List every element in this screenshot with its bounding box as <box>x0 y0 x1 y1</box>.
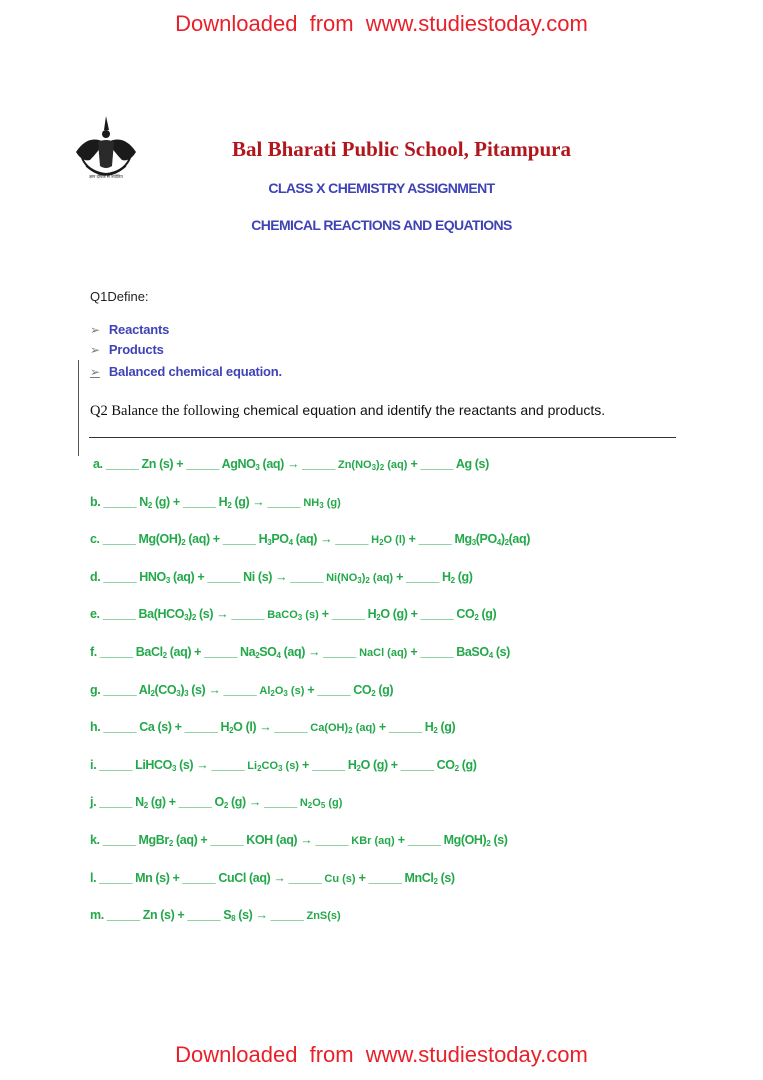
chemical-species: ZnS(s) <box>306 910 341 923</box>
chemical-species: $Ca(OH)_2$ (aq) <box>310 722 376 736</box>
svg-text:ज्ञान दीपक से ज्योतित: ज्ञान दीपक से ज्योतित <box>89 174 123 179</box>
equation-row: k. _____ MgBr$_2$ (aq) + _____ KOH (aq) → _____ KBr (aq) + _____ $Mg(OH)_2$ (s) <box>90 833 508 848</box>
reaction-arrow-icon: → <box>252 908 271 923</box>
divider <box>89 437 676 438</box>
chemical-species: $H_2O$ (g) <box>367 607 408 623</box>
coefficient-blank[interactable]: _____ <box>288 870 322 885</box>
chemical-species: BaCl$_2$ (aq) <box>135 645 192 660</box>
chemical-species: MnCl$_2$ (s) <box>404 870 455 886</box>
coefficient-blank[interactable]: _____ <box>222 532 256 547</box>
equation-label: k. <box>90 833 100 847</box>
equation-label: b. <box>90 494 101 509</box>
equation-label: g. <box>90 682 101 697</box>
coefficient-blank[interactable]: _____ <box>187 908 221 923</box>
arrow-bullet-icon: ➢ <box>90 365 100 379</box>
coefficient-blank[interactable]: _____ <box>184 720 218 735</box>
question-1: Q1Define: <box>90 289 149 304</box>
equation-label: a. <box>93 457 103 471</box>
chemical-species: $H_2$ (g) <box>218 494 250 510</box>
coefficient-blank[interactable]: _____ <box>103 569 137 584</box>
equation-label: f. <box>90 645 97 659</box>
coefficient-blank[interactable]: _____ <box>99 795 132 810</box>
chemical-species: $Mg_3(PO_4)_2(aq)$ <box>454 532 530 548</box>
chemical-species: BaSO$_4$ (s) <box>456 645 510 660</box>
chemical-species: $Zn(NO_3)_2$ (aq) <box>337 459 408 472</box>
equation-label: d. <box>90 569 101 584</box>
chemical-species: Ni (s) <box>243 569 273 584</box>
coefficient-blank[interactable]: _____ <box>223 682 257 697</box>
chemical-species: $Mg(OH)_2$ (aq) <box>138 532 210 548</box>
chemical-species: $HNO_3$ (aq) <box>139 569 195 585</box>
reaction-arrow-icon: → <box>317 532 336 547</box>
chemical-species: Ca (s) <box>139 720 172 735</box>
coefficient-blank[interactable]: _____ <box>207 569 241 584</box>
coefficient-blank[interactable]: _____ <box>418 532 452 547</box>
chemical-species: $N_2$ (g) <box>135 795 166 811</box>
equation-row: a. _____ Zn (s) + _____ AgNO$_3$ (aq) → _____ $Zn(NO_3)_2$ (aq) + _____ Ag (s) <box>93 457 489 472</box>
reaction-arrow-icon: → <box>304 645 324 659</box>
reaction-arrow-icon: → <box>256 720 275 735</box>
coefficient-blank[interactable]: _____ <box>182 870 216 885</box>
chemical-species: Zn (s) <box>141 457 174 471</box>
coefficient-blank[interactable]: _____ <box>210 833 244 847</box>
chemical-species: $O_2$ (g) <box>214 795 246 811</box>
chemical-species: $N_2$ (g) <box>139 494 170 510</box>
coefficient-blank[interactable]: _____ <box>105 457 139 471</box>
coefficient-blank[interactable]: _____ <box>331 607 365 622</box>
reaction-arrow-icon: → <box>245 795 264 810</box>
chemical-species: NaCl (aq) <box>359 647 408 659</box>
chemical-species: $H_3PO_4$ (aq) <box>258 532 318 548</box>
equation-label: e. <box>90 607 100 622</box>
chemical-species: CuCl (aq) <box>218 870 271 885</box>
equation-row: l. _____ Mn (s) + _____ CuCl (aq) → _____ Cu (s) + _____ MnCl$_2$ (s) <box>90 870 455 886</box>
equation-label: m. <box>90 908 104 923</box>
chemical-species: KOH (aq) <box>246 833 298 847</box>
question-2: Q2 Balance the following chemical equation and identify the reactants and products. <box>90 402 606 419</box>
chemical-species: Cu (s) <box>324 872 356 885</box>
chemical-species: Zn (s) <box>142 908 175 923</box>
coefficient-blank[interactable]: _____ <box>407 833 441 847</box>
coefficient-blank[interactable]: _____ <box>99 645 133 659</box>
coefficient-blank[interactable]: _____ <box>102 607 136 622</box>
chemical-species: $N_2O_5$ (g) <box>299 797 343 811</box>
list-item: ➢ Balanced chemical equation. <box>90 364 282 379</box>
equation-label: c. <box>90 532 100 547</box>
chemical-species: KBr (aq) <box>351 835 395 847</box>
coefficient-blank[interactable]: _____ <box>270 908 304 923</box>
coefficient-blank[interactable]: _____ <box>182 494 216 509</box>
reaction-arrow-icon: → <box>297 833 316 847</box>
equation-row: f. _____ BaCl$_2$ (aq) + _____ $Na_2SO_4$ (aq) → _____ NaCl (aq) + _____ BaSO$_4$ (s) <box>90 645 510 660</box>
chemical-species: $CO_2$ (g) <box>353 682 394 698</box>
chemical-species: BaCO$_3$ (s) <box>267 609 319 623</box>
assignment-title: CLASS X CHEMISTRY ASSIGNMENT <box>268 180 495 196</box>
equation-row: g. _____ $Al_2(CO_3)_3$ (s) → _____ $Al_2O_3$ (s) + _____ $CO_2$ (g) <box>90 682 394 698</box>
coefficient-blank[interactable]: _____ <box>290 569 324 584</box>
equation-label: j. <box>90 795 97 810</box>
coefficient-blank[interactable]: _____ <box>267 494 301 509</box>
school-name: Bal Bharati Public School, Pitampura <box>232 137 571 161</box>
coefficient-blank[interactable]: _____ <box>178 795 212 810</box>
chemical-species: $Ni(NO_3)_2$ (aq) <box>326 571 394 585</box>
reaction-arrow-icon: → <box>272 569 291 584</box>
equation-row: j. _____ $N_2$ (g) + _____ $O_2$ (g) → _____ $N_2O_5$ (g) <box>90 795 343 811</box>
chemical-species: $H_2O$ (l) <box>371 534 406 548</box>
reaction-arrow-icon: → <box>283 457 303 471</box>
chemical-species: $H_2$ (g) <box>441 569 473 585</box>
coefficient-blank[interactable]: _____ <box>400 757 434 772</box>
chapter-title: CHEMICAL REACTIONS AND EQUATIONS <box>251 217 512 233</box>
reaction-arrow-icon: → <box>249 494 268 509</box>
coefficient-blank[interactable]: _____ <box>103 720 137 735</box>
margin-bar <box>78 360 79 456</box>
coefficient-blank[interactable]: _____ <box>335 532 369 547</box>
arrow-bullet-icon: ➢ <box>90 323 100 337</box>
chemical-species: $H_2O$ (g) <box>347 757 388 773</box>
chemical-species: $CO_2$ (g) <box>456 607 497 623</box>
coefficient-blank[interactable]: _____ <box>406 569 439 584</box>
coefficient-blank[interactable]: _____ <box>317 682 351 697</box>
arrow-bullet-icon: ➢ <box>90 343 100 357</box>
chemical-species: AgNO$_3$ (aq) <box>221 457 284 472</box>
equation-row: b. _____ $N_2$ (g) + _____ $H_2$ (g) → _____ $NH_3$ (g) <box>90 494 341 510</box>
equation-row: c. _____ $Mg(OH)_2$ (aq) + _____ $H_3PO_4$ (aq) → _____ $H_2O$ (l) + _____ $Mg_3(PO_4)_2(aq)$ <box>90 532 530 548</box>
coefficient-blank[interactable]: _____ <box>204 645 237 659</box>
coefficient-blank[interactable]: _____ <box>264 795 297 810</box>
chemical-species: $Mg(OH)_2$ (s) <box>443 833 508 848</box>
reaction-arrow-icon: → <box>270 870 289 885</box>
coefficient-blank[interactable]: _____ <box>186 457 219 471</box>
equation-row: d. _____ $HNO_3$ (aq) + _____ Ni (s) → _____ $Ni(NO_3)_2$ (aq) + _____ $H_2$ (g) <box>90 569 473 585</box>
coefficient-blank[interactable]: _____ <box>312 757 345 772</box>
coefficient-blank[interactable]: _____ <box>302 457 335 471</box>
chemical-species: MgBr$_2$ (aq) <box>138 833 198 848</box>
coefficient-blank[interactable]: _____ <box>368 870 402 885</box>
equation-label: h. <box>90 720 101 735</box>
coefficient-blank[interactable]: _____ <box>102 833 136 847</box>
coefficient-blank[interactable]: _____ <box>388 720 422 735</box>
chemical-species: $H_2$ (g) <box>424 720 456 736</box>
coefficient-blank[interactable]: _____ <box>420 607 454 622</box>
chemical-species: $Li_2CO_3$ (s) <box>247 759 299 773</box>
coefficient-blank[interactable]: _____ <box>420 457 454 471</box>
chemical-species: $NH_3$ (g) <box>303 496 341 510</box>
coefficient-blank[interactable]: _____ <box>211 757 245 772</box>
chemical-species: LiHCO$_3$ (s) <box>135 757 194 773</box>
watermark-bottom: Downloaded from www.studiestoday.com <box>175 1042 588 1067</box>
reaction-arrow-icon: → <box>193 757 212 772</box>
coefficient-blank[interactable]: _____ <box>420 645 454 659</box>
chemical-species: $Ba(HCO_3)_2$ (s) <box>138 607 214 623</box>
equation-label: i. <box>90 757 97 772</box>
chemical-species: $Na_2SO_4$ (aq) <box>240 645 305 660</box>
list-item: ➢ Products <box>90 342 164 357</box>
school-emblem-icon <box>68 112 144 188</box>
chemical-species: $CO_2$ (g) <box>436 757 477 773</box>
coefficient-blank[interactable]: _____ <box>274 720 308 735</box>
coefficient-blank[interactable]: _____ <box>102 532 136 547</box>
equation-row: h. _____ Ca (s) + _____ $H_2O$ (l) → _____ $Ca(OH)_2$ (aq) + _____ $H_2$ (g) <box>90 720 456 736</box>
equation-row: i. _____ LiHCO$_3$ (s) → _____ $Li_2CO_3$ (s) + _____ $H_2O$ (g) + _____ $CO_2$ (g) <box>90 757 477 773</box>
coefficient-blank[interactable]: _____ <box>103 682 137 697</box>
equation-row: m. _____ Zn (s) + _____ $S_8$ (s) → _____ ZnS(s) <box>90 908 341 924</box>
watermark-top: Downloaded from www.studiestoday.com <box>175 11 588 36</box>
chemical-species: Ag (s) <box>455 457 489 471</box>
list-item: ➢ Reactants <box>90 322 170 337</box>
coefficient-blank[interactable]: _____ <box>99 757 132 772</box>
chemical-species: $S_8$ (s) <box>223 908 253 924</box>
equation-row: e. _____ $Ba(HCO_3)_2$ (s) → _____ BaCO$_3$ (s) + _____ $H_2O$ (g) + _____ $CO_2$ (g) <box>90 607 497 623</box>
coefficient-blank[interactable]: _____ <box>231 607 265 622</box>
coefficient-blank[interactable]: _____ <box>99 870 132 885</box>
chemical-species: Mn (s) <box>135 870 170 885</box>
chemical-species: $Al_2(CO_3)_3$ (s) <box>138 682 206 698</box>
reaction-arrow-icon: → <box>213 607 232 622</box>
coefficient-blank[interactable]: _____ <box>323 645 356 659</box>
coefficient-blank[interactable]: _____ <box>315 833 349 847</box>
chemical-species: $H_2O$ (l) <box>220 720 257 736</box>
coefficient-blank[interactable]: _____ <box>103 494 137 509</box>
chemical-species: $Al_2O_3$ (s) <box>259 684 305 698</box>
equation-label: l. <box>90 870 97 885</box>
reaction-arrow-icon: → <box>205 682 224 697</box>
coefficient-blank[interactable]: _____ <box>106 908 140 923</box>
